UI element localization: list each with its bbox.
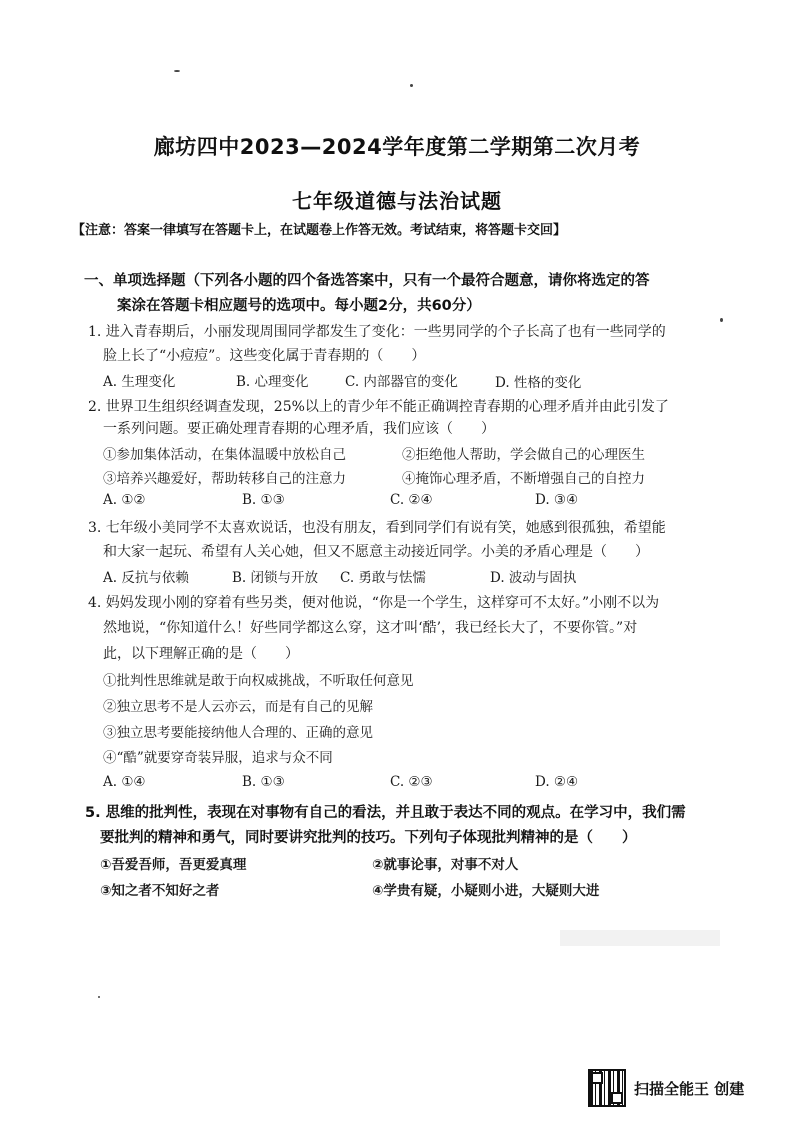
q4-stem-line1: 4. 妈妈发现小刚的穿着有些另类，便对他说，“你是一个学生，这样穿可不太好。”小刚不以为 xyxy=(88,595,660,611)
q5-statement-1: ①吾爱吾师，吾更爱真理 xyxy=(100,857,247,873)
q1-stem-line2: 脸上长了“小痘痘”。这些变化属于青春期的（ ） xyxy=(103,348,426,364)
scanner-watermark xyxy=(588,1069,744,1107)
q5-statement-2: ②就事论事，对事不对人 xyxy=(372,857,519,873)
q4-statement-2: ②独立思考不是人云亦云，而是有自己的见解 xyxy=(103,699,373,715)
q5-statement-4: ④学贵有疑，小疑则小进，大疑则大进 xyxy=(372,883,600,899)
scan-speck xyxy=(98,996,100,998)
q2-stem-line1: 2. 世界卫生组织经调查发现，25%以上的青少年不能正确调控青春期的心理矛盾并由此引发了 xyxy=(88,399,669,415)
exam-title: 廊坊四中2023—2024学年度第二学期第二次月考 xyxy=(153,135,641,159)
q2-statement-3: ③培养兴趣爱好，帮助转移自己的注意力 xyxy=(103,471,346,487)
q1-option-c: C. 内部器官的变化 xyxy=(345,374,458,390)
q4-option-c: C. ②③ xyxy=(390,774,433,790)
q2-option-c: C. ②④ xyxy=(390,492,433,508)
exam-subtitle: 七年级道德与法治试题 xyxy=(292,189,502,213)
scan-smudge xyxy=(560,930,720,946)
q3-option-a: A. 反抗与依赖 xyxy=(103,570,189,586)
q4-stem-line3: 此，以下理解正确的是（ ） xyxy=(103,646,299,662)
q2-statement-4: ④掩饰心理矛盾，不断增强自己的自控力 xyxy=(402,471,645,487)
q2-stem-line2: 一系列问题。要正确处理青春期的心理矛盾，我们应该（ ） xyxy=(103,421,495,437)
q2-statement-2: ②拒绝他人帮助，学会做自己的心理医生 xyxy=(402,447,645,463)
q1-option-b: B. 心理变化 xyxy=(236,374,309,390)
q4-statement-1: ①批判性思维就是敢于向权威挑战，不听取任何意见 xyxy=(103,673,414,689)
qr-code-icon xyxy=(588,1069,626,1107)
q4-stem-line2: 然地说，“你知道什么！好些同学都这么穿，这才叫‘酷’，我已经长大了，不要你管。”对 xyxy=(103,620,638,636)
q4-statement-4: ④“酷”就要穿奇装异服，追求与众不同 xyxy=(103,750,333,766)
q3-option-c: C. 勇敢与怯懦 xyxy=(340,570,426,586)
q2-option-b: B. ①③ xyxy=(242,492,285,508)
q1-option-a: A. 生理变化 xyxy=(103,374,176,390)
q4-statement-3: ③独立思考要能接纳他人合理的、正确的意见 xyxy=(103,725,373,741)
q3-stem-line1: 3. 七年级小美同学不太喜欢说话，也没有朋友，看到同学们有说有笑，她感到很孤独，希望能 xyxy=(88,520,666,536)
q5-stem-line1: 5. 思维的批判性，表现在对事物有自己的看法，并且敢于表达不同的观点。在学习中，我们需 xyxy=(85,805,686,821)
q3-stem-line2: 和大家一起玩、希望有人关心她，但又不愿意主动接近同学。小美的矛盾心理是（ ） xyxy=(103,544,649,560)
q4-option-a: A. ①④ xyxy=(103,774,146,790)
q4-option-d: D. ②④ xyxy=(535,774,579,790)
q1-option-d: D. 性格的变化 xyxy=(495,375,582,391)
section-heading-line2: 案涂在答题卡相应题号的选项中。每小题2分，共60分） xyxy=(117,298,481,314)
q5-statement-3: ③知之者不知好之者 xyxy=(100,883,220,899)
section-heading xyxy=(84,269,724,319)
section-heading-line1: 一、单项选择题（下列各小题的四个备选答案中，只有一个最符合题意，请你将选定的答 xyxy=(84,273,650,289)
q5-stem-line2: 要批判的精神和勇气，同时要讲究批判的技巧。下列句子体现批判精神的是（ ） xyxy=(100,830,637,846)
q2-statement-1: ①参加集体活动，在集体温暖中放松自己 xyxy=(103,447,346,463)
scan-speck xyxy=(410,84,413,87)
q2-option-a: A. ①② xyxy=(103,492,146,508)
q4-option-b: B. ①③ xyxy=(242,774,285,790)
q3-option-d: D. 波动与固执 xyxy=(490,570,577,586)
q1-stem-line1: 1. 进入青春期后，小丽发现周围同学都发生了变化：一些男同学的个子长高了也有一些同学的 xyxy=(88,324,666,340)
scan-speck xyxy=(174,70,180,72)
q3-option-b: B. 闭锁与开放 xyxy=(232,570,319,586)
watermark-text: 扫描全能王 创建 xyxy=(634,1079,745,1098)
exam-notice: 【注意：答案一律填写在答题卡上，在试题卷上作答无效。考试结束，将答题卡交回】 xyxy=(72,223,567,238)
q2-option-d: D. ③④ xyxy=(535,492,579,508)
